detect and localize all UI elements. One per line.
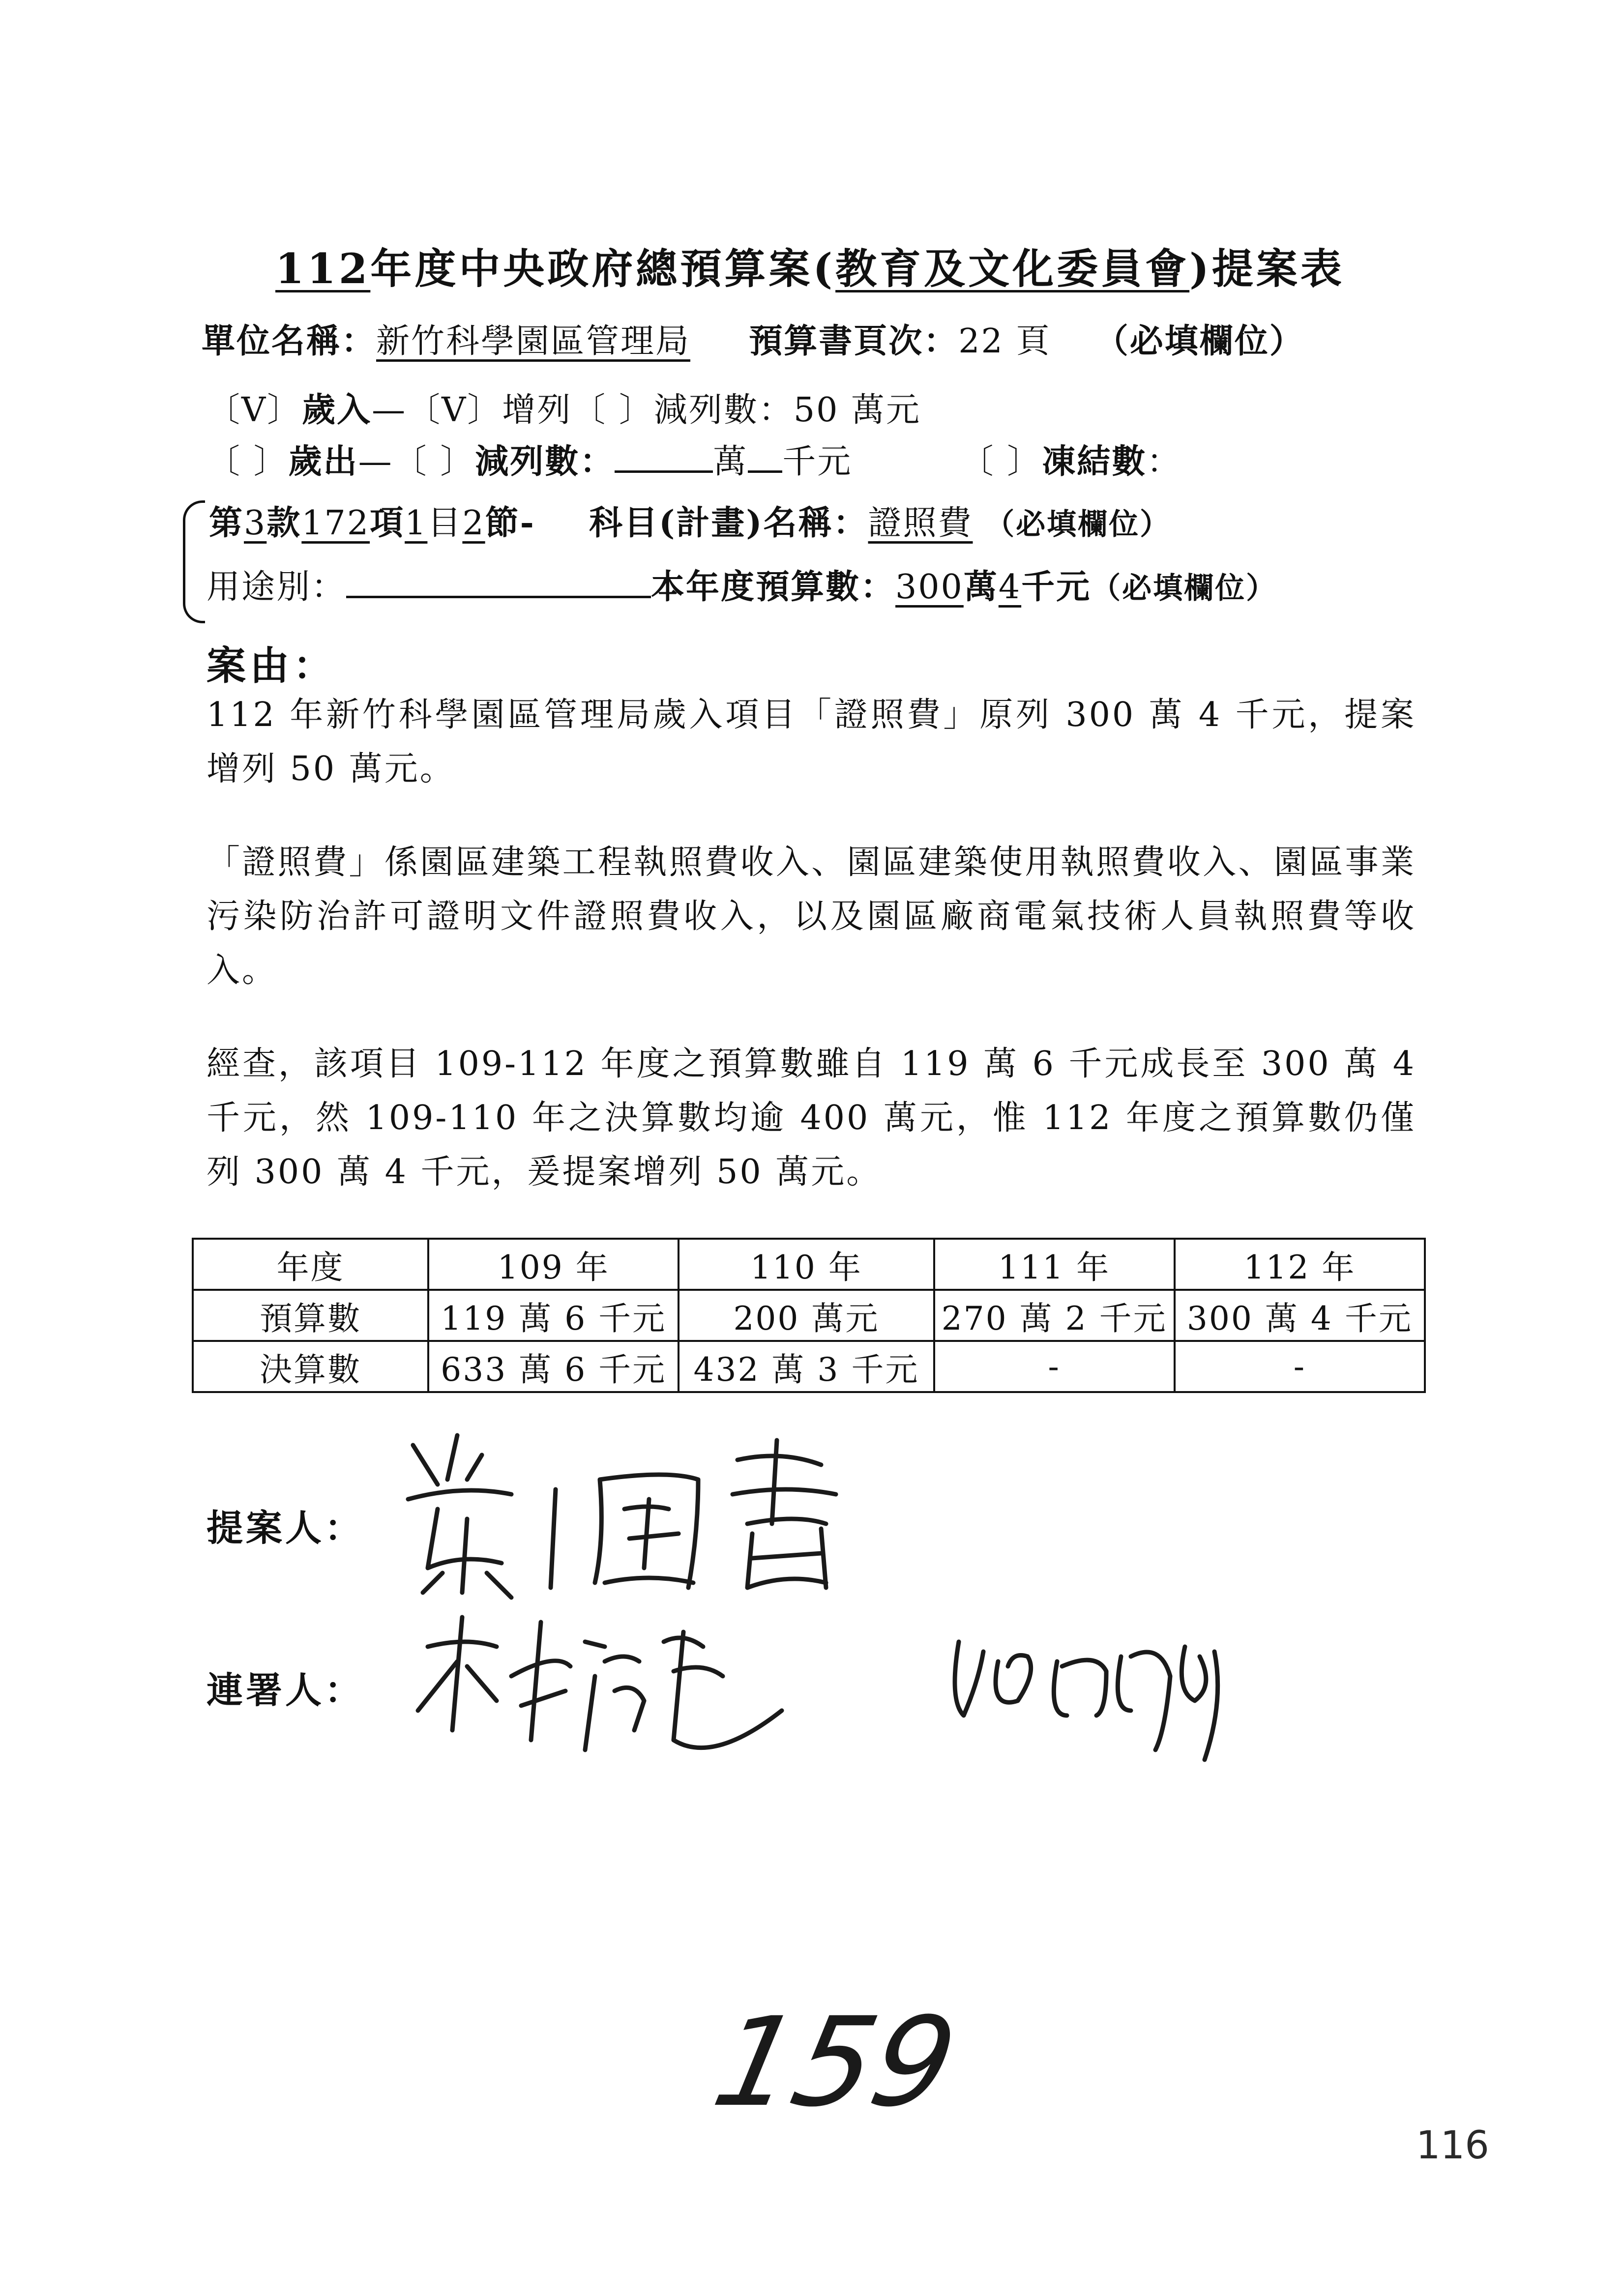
- item-row: [209, 496, 1171, 544]
- item-di: 第: [209, 503, 244, 543]
- usage-blank: [346, 591, 651, 598]
- required-note-3: （必填欄位）: [1091, 571, 1277, 606]
- item-kuan-number: 3: [244, 504, 267, 543]
- expense-wan: 萬: [713, 442, 748, 481]
- item-xiang: 項: [370, 503, 405, 543]
- subject-label: 科目(計畫)名稱：: [589, 503, 868, 543]
- table-cell: 432 萬 3 千元: [679, 1341, 934, 1392]
- usage-label: 用途別：: [207, 568, 347, 607]
- reason-paragraph-1: 112 年新竹科學園區管理局歲入項目「證照費」原列 300 萬 4 千元，提案增列 50 萬元。: [207, 696, 1416, 788]
- unit-value: 新竹科學園區管理局: [376, 322, 691, 361]
- table-cell: 預算數: [193, 1290, 428, 1341]
- required-note-2: （必填欄位）: [985, 507, 1171, 542]
- table-header-cell: 109 年: [428, 1239, 679, 1290]
- budget-wan: 萬: [963, 567, 999, 607]
- table-cell: 270 萬 2 千元: [934, 1290, 1175, 1341]
- proposer-signature: [393, 1425, 875, 1602]
- title-mid: 年度中央政府總預算案(: [370, 244, 836, 293]
- item-brace: [183, 500, 205, 623]
- corner-page-number: 116: [1416, 2123, 1489, 2168]
- expense-label: 歲出: [288, 442, 358, 481]
- freeze-label: 凍結數: [1042, 442, 1147, 481]
- table-row: [193, 1341, 1425, 1392]
- table-cell: 119 萬 6 千元: [428, 1290, 679, 1341]
- page-value: 22 頁: [958, 322, 1051, 361]
- table-cell: 633 萬 6 千元: [428, 1341, 679, 1392]
- expense-dash: —〔 〕: [358, 442, 475, 481]
- usage-row: [207, 560, 1277, 608]
- form-title: [275, 236, 1345, 295]
- unit-label: 單位名稱：: [202, 321, 377, 361]
- freeze-checkbox: 〔 〕: [960, 442, 1042, 481]
- table-row: [193, 1290, 1425, 1341]
- table-cell: 決算數: [193, 1341, 428, 1392]
- revenue-label: 歲入: [302, 390, 372, 430]
- table-cell: -: [934, 1341, 1175, 1392]
- budget-label: 本年度預算數：: [651, 567, 896, 607]
- table-cell: -: [1175, 1341, 1425, 1392]
- table-header-cell: 110 年: [679, 1239, 934, 1290]
- budget-table: [192, 1238, 1426, 1393]
- expense-qian-blank: [748, 465, 782, 473]
- freeze-colon: ：: [1147, 442, 1182, 481]
- required-note-1: （必填欄位）: [1094, 321, 1304, 361]
- title-end: )提案表: [1189, 244, 1345, 293]
- item-jie-number: 2: [462, 504, 485, 543]
- table-header-cell: 112 年: [1175, 1239, 1425, 1290]
- title-year: 112: [275, 244, 371, 293]
- cosigner-label: 連署人：: [207, 1669, 364, 1712]
- table-cell: 300 萬 4 千元: [1175, 1290, 1425, 1341]
- reason-paragraph-2: 「證照費」係園區建築工程執照費收入、園區建築使用執照費收入、園區事業污染防治許可證明文件證照費收入，以及園區廠商電氣技術人員執照費等收入。: [207, 843, 1416, 990]
- item-jie: 節-: [485, 503, 535, 543]
- proposer-label: 提案人：: [207, 1507, 364, 1549]
- cosigner-signature: [408, 1602, 1269, 1770]
- item-mu-number: 1: [405, 504, 428, 543]
- expense-qian: 千元: [782, 442, 853, 481]
- title-committee: 教育及文化委員會: [835, 244, 1190, 293]
- item-mu: 目: [427, 504, 463, 543]
- revenue-checkbox: 〔V〕: [207, 391, 302, 430]
- table-header-row: [193, 1239, 1425, 1290]
- page-label: 預算書頁次：: [749, 321, 959, 361]
- revenue-row: [207, 383, 921, 431]
- reason-paragraph-3: 經查，該項目 109-112 年度之預算數雖自 119 萬 6 千元成長至 300 萬 4 千元，然 109-110 年之決算數均逾 400 萬元，惟 112 年度之預算數仍僅列 300 萬 4 千元，爰提案增列 50 萬元。: [207, 1045, 1416, 1192]
- item-xiang-number: 172: [301, 504, 370, 543]
- handwritten-page-number: 159: [703, 1991, 968, 2134]
- revenue-detail: —〔V〕增列〔 〕減列數：50 萬元: [372, 391, 921, 430]
- budget-qian-number: 4: [998, 568, 1022, 607]
- budget-wan-number: 300: [895, 568, 964, 607]
- table-header-cell: 年度: [193, 1239, 428, 1290]
- expense-checkbox: 〔 〕: [207, 442, 289, 481]
- expense-row: [207, 435, 1181, 483]
- unit-row: [202, 315, 1304, 362]
- budget-qian: 千元: [1021, 567, 1092, 607]
- table-cell: 200 萬元: [679, 1290, 934, 1341]
- subject-value: 證照費: [868, 504, 973, 543]
- expense-reduce-label: 減列數：: [475, 442, 615, 481]
- item-kuan: 款: [266, 503, 302, 543]
- expense-wan-blank: [615, 465, 713, 473]
- table-header-cell: 111 年: [934, 1239, 1175, 1290]
- reason-heading: 案由：: [207, 642, 336, 689]
